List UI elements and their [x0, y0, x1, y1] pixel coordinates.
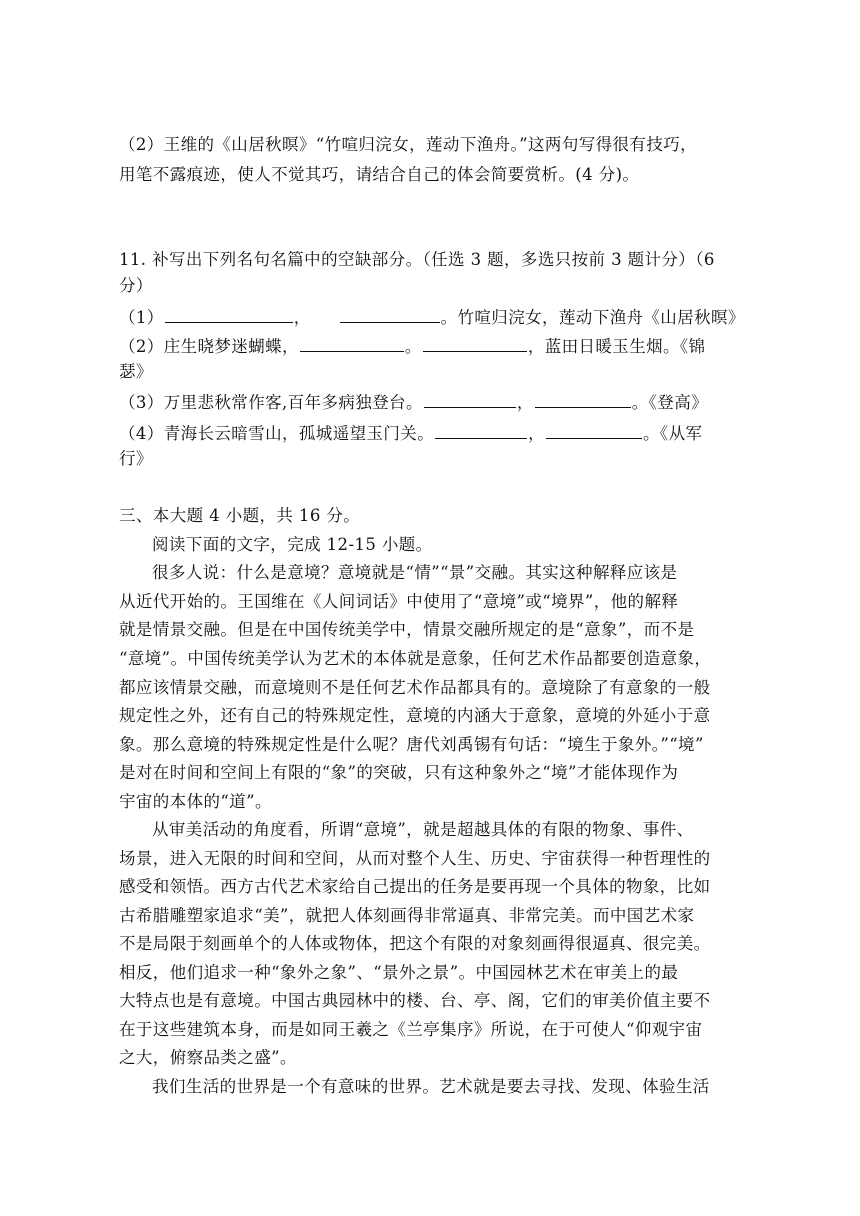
passage-p1-line: 都应该情景交融，而意境则不是任何艺术作品都具有的。意境除了有意象的一般 — [119, 678, 711, 697]
q11-item-1-blank-1[interactable] — [165, 304, 293, 323]
q11-item-4-blank-2[interactable] — [546, 420, 642, 439]
q11-item-4 — [119, 420, 702, 447]
q11-item-4-tail: 。《从军 — [643, 424, 703, 443]
q11-item-3-blank-2[interactable] — [535, 389, 631, 408]
passage-p2-line: 不是局限于刻画单个的人体或物体，把这个有限的对象刻画得很逼真、很完美。 — [119, 934, 711, 953]
q11-item-3-prefix: （3）万里悲秋常作客,百年多病独登台。 — [119, 393, 423, 412]
passage-p2-line: 之大，俯察品类之盛”。 — [119, 1048, 297, 1067]
q11-item-2-blank-1[interactable] — [300, 333, 404, 352]
q11-item-2-sep: 。 — [404, 337, 422, 356]
q11-item-4-blank-1[interactable] — [435, 420, 527, 439]
passage-p3-line: 我们生活的世界是一个有意味的世界。艺术就是要去寻找、发现、体验生活 — [152, 1077, 710, 1096]
passage-p2-line: 感受和领悟。西方古代艺术家给自己提出的任务是要再现一个具体的物象，比如 — [119, 877, 711, 896]
section3-instruction: 阅读下面的文字，完成 12-15 小题。 — [152, 535, 433, 554]
passage-p2-line: 相反，他们追求一种“象外之象”、“景外之景”。中国园林艺术在审美上的最 — [119, 963, 679, 982]
q11-item-3-blank-1[interactable] — [424, 389, 516, 408]
passage-p1-line: “意境”。中国传统美学认为艺术的本体就是意象，任何艺术作品都要创造意象， — [119, 649, 712, 668]
q11-item-1-blank-2[interactable] — [340, 304, 440, 323]
passage-p1-line: 宇宙的本体的“道”。 — [119, 792, 272, 811]
q11-item-3 — [119, 389, 708, 416]
passage-p2-line: 古希腊雕塑家追求“美”，就把人体刻画得非常逼真、非常完美。而中国艺术家 — [119, 906, 695, 925]
q11-item-3-sep: ， — [516, 393, 534, 412]
passage-p2-line: 大特点也是有意境。中国古典园林中的楼、台、亭、阁，它们的审美价值主要不 — [119, 991, 711, 1010]
q11-item-1-tail: 。竹喧归浣女，莲动下渔舟《山居秋暝》 — [440, 308, 745, 327]
section3-heading: 三、本大题 4 小题，共 16 分。 — [119, 506, 361, 525]
passage-p1-line: 象。那么意境的特殊规定性是什么呢？唐代刘禹锡有句话：“境生于象外。”“境” — [119, 735, 704, 754]
q10-2-line2: 用笔不露痕迹，使人不觉其巧，请结合自己的体会简要赏析。(4 分)。 — [119, 165, 640, 184]
q11-item-4-cont: 行》 — [119, 449, 153, 468]
q11-item-1-sep: ， — [293, 308, 311, 327]
passage-p2-line: 在于这些建筑本身，而是如同王羲之《兰亭集序》所说，在于可使人“仰观宇宙 — [119, 1020, 703, 1039]
q11-item-1 — [119, 304, 745, 331]
passage-p2-line: 从审美活动的角度看，所谓“意境”，就是超越具体的有限的物象、事件、 — [152, 820, 694, 839]
q11-item-1-prefix: （1） — [119, 308, 164, 327]
q11-item-4-prefix: （4）青海长云暗雪山，孤城遥望玉门关。 — [119, 424, 435, 443]
passage-p1-line: 就是情景交融。但是在中国传统美学中，情景交融所规定的是“意象”，而不是 — [119, 620, 695, 639]
passage-p2-line: 场景，进入无限的时间和空间，从而对整个人生、历史、宇宙获得一种哲理性的 — [119, 849, 711, 868]
q11-item-2-blank-2[interactable] — [423, 333, 527, 352]
q11-item-3-tail: 。《登高》 — [631, 393, 708, 412]
passage-p1-line: 很多人说：什么是意境？意境就是“情”“景”交融。其实这种解释应该是 — [152, 563, 678, 582]
passage-p1-line: 规定性之外，还有自己的特殊规定性，意境的内涵大于意象，意境的外延小于意 — [119, 706, 711, 725]
q11-item-4-sep: ， — [528, 424, 546, 443]
q11-item-2-tail: ，蓝田日暖玉生烟。《锦 — [527, 337, 706, 356]
q11-item-2-cont: 瑟》 — [119, 362, 153, 381]
q10-2-line1: （2）王维的《山居秋暝》“竹喧归浣女，莲动下渔舟。”这两句写得很有技巧， — [119, 135, 698, 154]
passage-p1-line: 从近代开始的。王国维在《人间词话》中使用了“意境”或“境界”，他的解释 — [119, 592, 679, 611]
q11-stem-line2: 分） — [119, 276, 153, 295]
q11-stem-line1: 11. 补写出下列名句名篇中的空缺部分。（任选 3 题，多选只按前 3 题计分）（6 — [119, 250, 715, 269]
q11-item-2-prefix: （2）庄生晓梦迷蝴蝶， — [119, 337, 299, 356]
passage-p1-line: 是对在时间和空间上有限的“象”的突破，只有这种象外之“境”才能体现作为 — [119, 763, 679, 782]
q11-item-2 — [119, 333, 705, 360]
